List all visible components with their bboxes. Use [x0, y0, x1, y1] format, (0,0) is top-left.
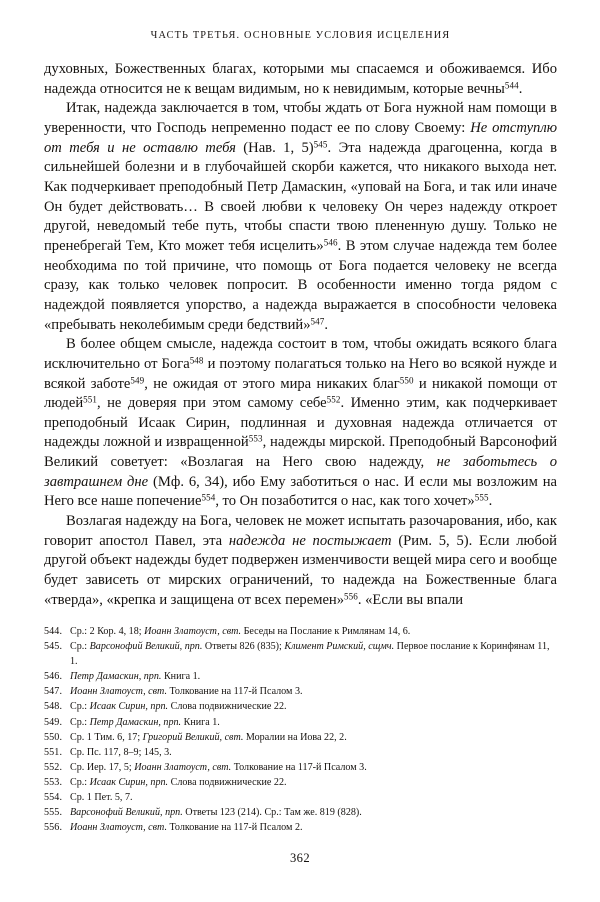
footnote-ref-548[interactable]: 548 — [189, 355, 204, 366]
footnote-run: Толкование на 117-й Псалом 3. — [231, 761, 367, 773]
paragraph-run: , надежды мирской. Преподобный Варсонофий Великий советует: «Возлагая на Него свою надежду, — [44, 434, 558, 471]
paragraph-run: (Рим. 5, 5). Если любой другой объект надежды будет подвержен изменчивости вещей мира сего и вообще будет зависеть от мирских ограничений, то надежда на Божественные блага «тверда», «крепка и защищена от всех перемен» — [44, 532, 557, 608]
footnote-run: Слова подвижнические 22. — [168, 701, 287, 713]
footnote-text — [70, 775, 557, 790]
paragraph-run: (Нав. 1, 5) — [235, 139, 314, 156]
paragraph-run: и поэтому полагаться только на Него во всякой нужде и всякой заботе — [44, 355, 557, 392]
footnote-ref-552[interactable]: 552 — [326, 394, 341, 405]
paragraph-run: Возлагая надежду на Бога, человек не может испытать разочарования, ибо, как говорит апостол Павел, эта — [44, 513, 557, 549]
footnote-italic-run: Исаак Сирин, прп. — [89, 776, 169, 788]
footnote-number: 545. — [44, 641, 63, 653]
footnotes-block — [44, 624, 557, 835]
footnote-number: 550. — [44, 731, 63, 743]
footnote-run: Ср.: — [70, 641, 90, 653]
footnote-italic-run: Климент Римский, сщмч. — [284, 641, 395, 653]
footnote-run: Беседы на Послание к Римлянам 14, 6. — [241, 626, 411, 637]
footnote-run: Ответы 826 (835); — [202, 641, 285, 653]
footnote-549 — [44, 715, 557, 730]
footnote-number: 549. — [44, 716, 63, 728]
footnote-text — [70, 805, 557, 820]
footnote-number: 547. — [44, 686, 63, 698]
footnote-number: 556. — [44, 822, 63, 834]
footnote-run: Ср.: — [70, 776, 90, 788]
paragraph-run: . — [324, 316, 329, 333]
footnote-italic-run: Петр Дамаскин, прп. — [70, 671, 162, 683]
paragraph-run: В более общем смысле, надежда состоит в том, чтобы ожидать всякого блага исключительно от Бога — [44, 336, 557, 372]
footnote-italic-run: Иоанн Златоуст, свт. — [144, 626, 242, 637]
footnote-556 — [44, 820, 557, 835]
footnote-run: Первое послание к Коринфянам 11, 1. — [70, 641, 550, 668]
paragraph-run: , не доверяя при этом самому себе — [97, 395, 327, 412]
paragraph-run: . «Если вы впали — [357, 591, 464, 608]
footnote-text — [70, 699, 557, 714]
footnote-number: 553. — [44, 776, 63, 788]
footnote-545 — [44, 639, 557, 669]
footnote-number: 548. — [44, 701, 63, 713]
footnote-run: Книга 1. — [161, 671, 201, 683]
footnote-text — [70, 624, 557, 639]
footnote-number: 555. — [44, 807, 63, 819]
footnote-550 — [44, 730, 557, 745]
footnote-number: 554. — [44, 792, 63, 804]
paragraph-run: , не ожидая от этого мира никаких благ — [144, 375, 400, 392]
footnote-553 — [44, 775, 557, 790]
footnote-551 — [44, 745, 557, 760]
footnote-546 — [44, 669, 557, 684]
paragraph-p1 — [44, 60, 557, 99]
paragraph-run: и никакой помощи от людей — [44, 375, 557, 412]
footnote-italic-run: Петр Дамаскин, прп. — [89, 716, 182, 728]
paragraph-italic-run: Не отступлю от тебя и не оставлю тебя — [44, 119, 557, 156]
paragraph-run: . — [488, 493, 493, 510]
footnote-italic-run: Варсонофий Великий, прп. — [70, 807, 183, 819]
footnote-italic-run: Иоанн Златоуст, свт. — [70, 686, 167, 698]
footnote-run: Ответы 123 (214). Ср.: Там же. 819 (828). — [182, 807, 362, 819]
page-number: 362 — [289, 851, 311, 865]
footnote-run: Ср. Иер. 17, 5; — [70, 761, 135, 773]
footnote-italic-run: Иоанн Златоуст, свт. — [134, 761, 232, 773]
footnote-ref-551[interactable]: 551 — [83, 394, 98, 405]
footnote-text — [70, 669, 557, 684]
footnote-555 — [44, 805, 557, 820]
paragraph-p3 — [44, 335, 557, 512]
footnote-run: Ср.: 2 Кор. 4, 18; — [70, 626, 145, 637]
paragraph-italic-run: не заботьтесь о завтрашнем дне — [44, 454, 557, 490]
paragraph-italic-run: надежда не постыжает — [228, 532, 392, 549]
footnote-ref-549[interactable]: 549 — [130, 374, 145, 385]
footnote-text — [70, 820, 557, 835]
footnote-number: 544. — [44, 626, 63, 637]
paragraph-run: . Именно этим, как подчеркивает преподобный Исаак Сирин, подлинная и духовная надежда отличается от надежды ложной и извращенной — [44, 395, 557, 451]
running-head: ЧАСТЬ ТРЕТЬЯ. ОСНОВНЫЕ УСЛОВИЯ ИСЦЕЛЕНИЯ — [150, 30, 451, 41]
footnote-run: Моралии на Иова 22, 2. — [243, 731, 347, 743]
footnote-ref-550[interactable]: 550 — [399, 374, 414, 385]
footnote-ref-553[interactable]: 553 — [248, 433, 263, 444]
footnote-ref-555[interactable]: 555 — [474, 492, 489, 503]
footnote-text — [70, 790, 557, 805]
footnote-italic-run: Варсонофий Великий, прп. — [89, 641, 203, 653]
paragraph-p2 — [44, 99, 557, 335]
footnote-run: Толкование на 117-й Псалом 3. — [166, 686, 303, 698]
footnote-text — [70, 745, 557, 760]
footnote-run: Слова подвижнические 22. — [168, 776, 287, 788]
footnote-number: 552. — [44, 761, 63, 773]
paragraph-p4 — [44, 512, 557, 610]
footnote-run: Ср. 1 Пет. 5, 7. — [70, 792, 133, 804]
paragraph-run: духовных, Божественных благах, которыми мы спасаемся и обоживаемся. Ибо надежда относится не к вещам видимым, но к невидимым, которые вечны — [44, 61, 557, 97]
footnote-544 — [44, 624, 557, 639]
footnote-run: Ср. 1 Тим. 6, 17; — [70, 731, 143, 743]
paragraph-run: , то Он позаботится о нас, как того хочет» — [215, 493, 475, 510]
footnote-ref-556[interactable]: 556 — [344, 591, 358, 602]
footnote-run: Книга 1. — [181, 716, 220, 728]
footnote-italic-run: Григорий Великий, свт. — [142, 731, 244, 743]
paragraph-run: . Эта надежда драгоценна, когда в сильнейшей болезни и в глубочайшей скорби кажется, что никакого выхода нет. Как подчеркивает преподобный Петр Дамаскин, «уповай на Бога, и так или иначе Он будет действовать… В своей любви к человеку Он через надежду откроет другой, неведомый тебе путь, чтобы спасти твою плененную душу. Только не пренебрегай Тем, Кто может тебя исцелить» — [44, 139, 557, 254]
footnote-text — [70, 715, 557, 730]
footnote-number: 551. — [44, 746, 63, 758]
paragraph-run: . В этом случае надежда тем более необходима по той причине, что помощь от Бога подается человеку не всегда сразу, как только человек попросит. В особенности именно тогда рядом с надеждой появляется упорство, а надежда выражается в способности человека «пребывать неколебимым среди бедствий» — [44, 237, 557, 333]
footnote-ref-546[interactable]: 546 — [323, 237, 338, 248]
footnote-italic-run: Исаак Сирин, прп. — [89, 701, 169, 713]
body-text-block — [44, 60, 557, 610]
footnote-text — [70, 639, 557, 669]
footnote-run: Ср.: — [70, 701, 90, 713]
footnote-text — [70, 684, 557, 699]
paragraph-run: . — [518, 80, 523, 97]
footnote-547 — [44, 684, 557, 699]
footnote-run: Ср.: — [70, 716, 90, 728]
footnote-ref-545[interactable]: 545 — [313, 138, 328, 149]
footnote-554 — [44, 790, 557, 805]
footnote-italic-run: Иоанн Златоуст, свт. — [70, 822, 167, 834]
footnote-ref-544[interactable]: 544 — [504, 79, 519, 90]
footnote-ref-554[interactable]: 554 — [201, 492, 216, 503]
footnote-run: Толкование на 117-й Псалом 2. — [166, 822, 303, 834]
footnote-run: Ср. Пс. 117, 8–9; 145, 3. — [70, 746, 172, 758]
footnote-number: 546. — [44, 671, 63, 683]
footnote-text — [70, 730, 557, 745]
footnote-548 — [44, 699, 557, 714]
paragraph-run: Итак, надежда заключается в том, чтобы ждать от Бога нужной нам помощи в уверенности, что Господь непременно подаст ее по слову Своему: — [44, 100, 557, 136]
paragraph-run: (Мф. 6, 34), ибо Ему заботиться о нас. И если мы возложим на Него все наше попечение — [44, 473, 557, 510]
footnote-text — [70, 760, 557, 775]
footnote-552 — [44, 760, 557, 775]
footnote-ref-547[interactable]: 547 — [310, 315, 325, 326]
